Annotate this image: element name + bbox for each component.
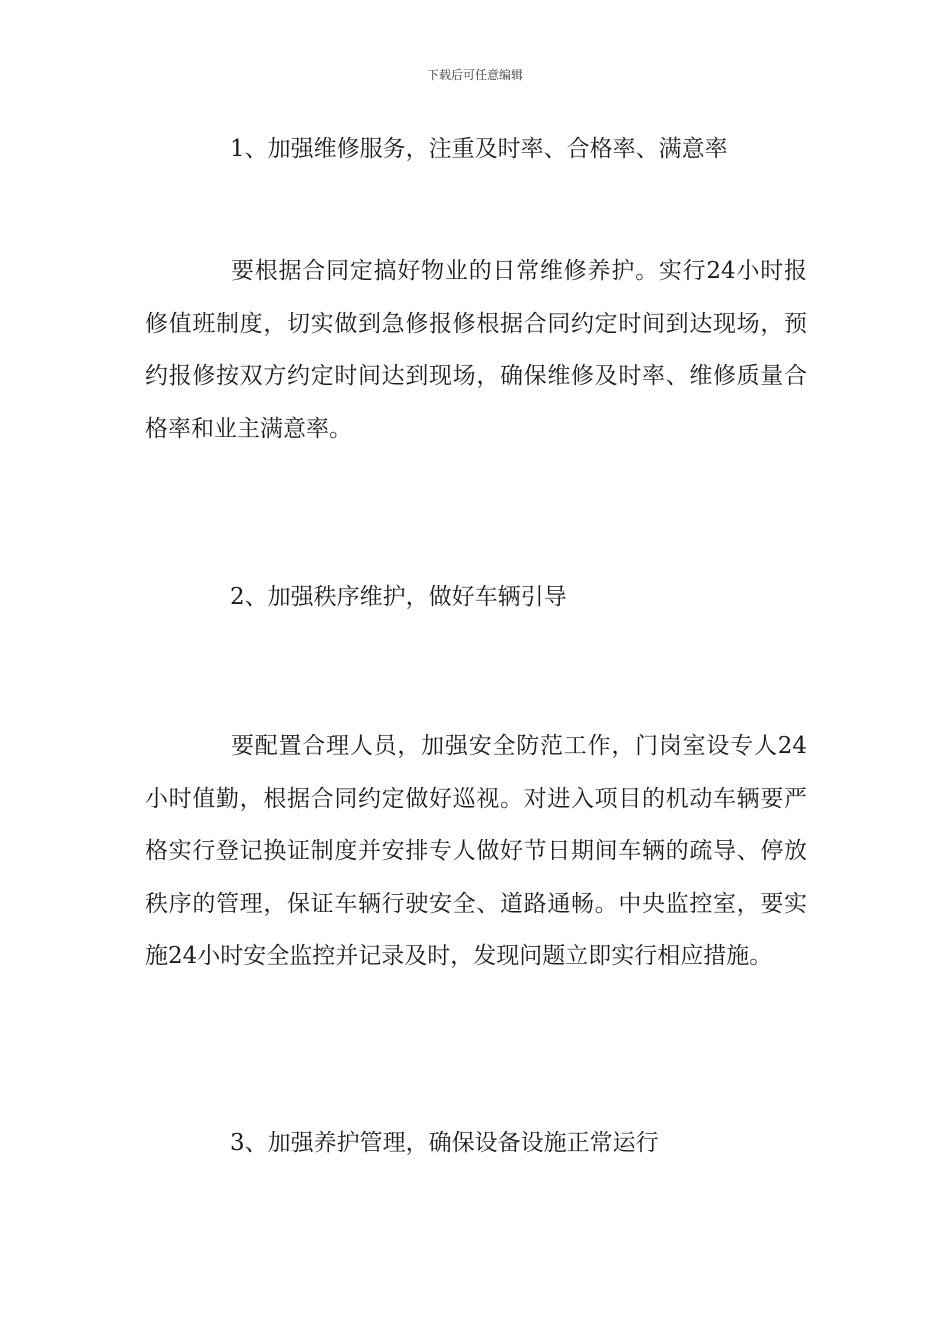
page-header-note: 下载后可任意编辑 (426, 68, 523, 82)
section-heading-2: 2、加强秩序维护，做好车辆引导 (230, 584, 567, 610)
section-heading-3: 3、加强养护管理，确保设备设施正常运行 (230, 1130, 659, 1156)
section-heading-1: 1、加强维修服务，注重及时率、合格率、满意率 (230, 136, 728, 162)
section-paragraph-2: 要配置合理人员，加强安全防范工作，门岗室设专人24小时值勤，根据合同约定做好巡视。对进入项目的机动车辆要严格实行登记换证制度并安排专人做好节日期间车辆的疏导、停放秩序的管理，保证车辆行驶安全、道路通畅。中央监控室，要实施24小时安全监控并记录及时，发现问题立即实行相应措施。 (145, 733, 807, 969)
section-paragraph-1: 要根据合同定搞好物业的日常维修养护。实行24小时报修值班制度，切实做到急修报修根据合同约定时间到达现场，预约报修按双方约定时间达到现场，确保维修及时率、维修质量合格率和业主满意率。 (145, 258, 807, 442)
